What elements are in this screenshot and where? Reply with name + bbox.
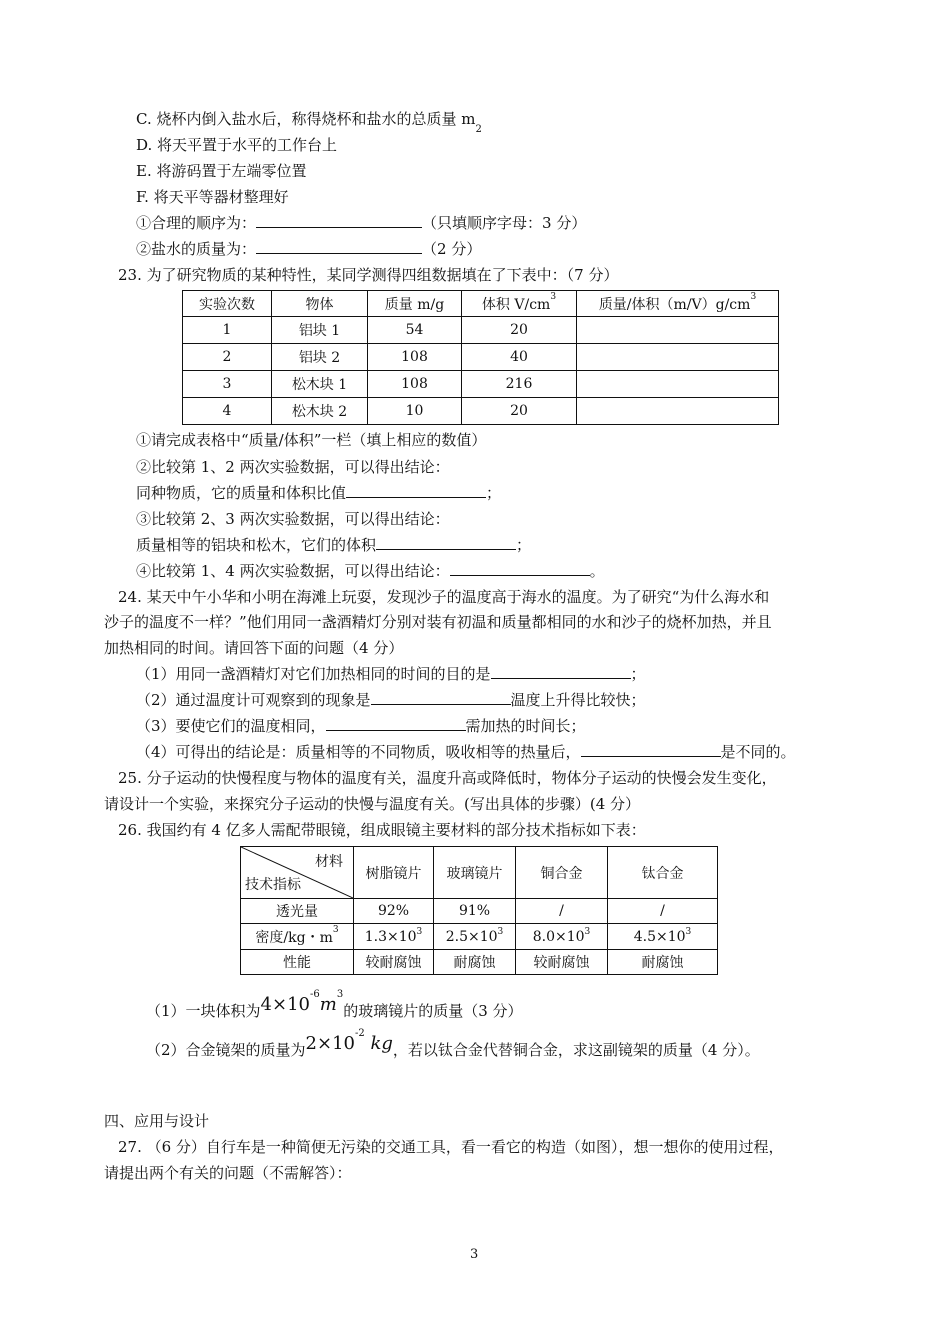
q23-stem: 23. 为了研究物质的某种特性，某同学测得四组数据填在了下表中：（7 分） xyxy=(118,266,619,284)
answer-blank[interactable] xyxy=(371,690,511,705)
section-title: 四、应用与设计 xyxy=(104,1112,210,1130)
q25-stem-line1: 25. 分子运动的快慢程度与物体的温度有关，温度升高或降低时，物体分子运动的快慢会发生变化， xyxy=(118,769,777,787)
q22-answer-2: ②盐水的质量为： （2 分） xyxy=(136,240,482,258)
q23-sub2: ②比较第 1、2 两次实验数据，可以得出结论： xyxy=(136,458,450,476)
table-cell: 松木块 1 xyxy=(272,371,368,398)
table-cell: 108 xyxy=(368,371,462,398)
table-cell: 92% xyxy=(354,899,434,924)
table-cell: $2.5\times 10^3$ xyxy=(434,924,516,950)
q24-part1: （1）用同一盏酒精灯对它们加热相同的时间的目的是 ； xyxy=(136,665,646,683)
answer-blank[interactable] xyxy=(581,742,721,757)
q22-step-e: E. 将游码置于左端零位置 xyxy=(136,162,307,180)
q27-stem-line1: 27. （6 分）自行车是一种简便无污染的交通工具，看一看它的构造（如图），想一想你的使用过程， xyxy=(118,1138,784,1156)
table-cell: 较耐腐蚀 xyxy=(516,950,608,975)
table-answer-cell[interactable] xyxy=(577,317,779,344)
answer-blank[interactable] xyxy=(346,483,486,498)
table-cell: 20 xyxy=(462,317,577,344)
table-cell: 91% xyxy=(434,899,516,924)
answer-blank[interactable] xyxy=(376,535,516,550)
q27-stem-line2: 请提出两个有关的问题（不需解答）： xyxy=(104,1164,352,1182)
table-cell: 耐腐蚀 xyxy=(434,950,516,975)
q22-step-d: D. 将天平置于水平的工作台上 xyxy=(136,136,338,154)
q25-stem-line2: 请设计一个实验，来探究分子运动的快慢与温度有关。(写出具体的步骤）(4 分） xyxy=(104,795,641,813)
math-volume: $4\times 10^{-6}m^3$ xyxy=(260,989,344,1015)
table-cell: 铝块 1 xyxy=(272,317,368,344)
q22-step-c: C. 烧杯内倒入盐水后，称得烧杯和盐水的总质量 $m_2$ xyxy=(136,110,482,135)
table-cell: / xyxy=(608,899,718,924)
table-row-label: 性能 xyxy=(241,950,354,975)
answer-blank[interactable] xyxy=(256,213,422,228)
table-cell: $8.0\times 10^3$ xyxy=(516,924,608,950)
table-cell: 2 xyxy=(183,344,272,371)
table-cell: $4.5\times 10^3$ xyxy=(608,924,718,950)
q26-stem: 26. 我国约有 4 亿多人需配带眼镜，组成眼镜主要材料的部分技术指标如下表： xyxy=(118,821,646,839)
table-header-cell: 玻璃镜片 xyxy=(434,847,516,899)
q24-stem-line3: 加热相同的时间。请回答下面的问题（4 分） xyxy=(104,639,404,657)
table-header-cell: 质量 m/g xyxy=(368,291,462,317)
table-header-cell: 实验次数 xyxy=(183,291,272,317)
answer-blank[interactable] xyxy=(491,664,631,679)
math-mass: $2\times 10^{-2}$ kg xyxy=(305,1028,393,1054)
table-row xyxy=(183,317,779,344)
table-header-row xyxy=(183,291,779,317)
table-cell: $1.3\times 10^3$ xyxy=(354,924,434,950)
diagonal-header-cell xyxy=(241,847,354,899)
table-cell: 108 xyxy=(368,344,462,371)
q23-sub1: ①请完成表格中“质量/体积”一栏（填上相应的数值） xyxy=(136,431,487,449)
table-row xyxy=(183,398,779,425)
table-header-cell: 钛合金 xyxy=(608,847,718,899)
answer-blank[interactable] xyxy=(450,561,590,576)
q23-sub3: ③比较第 2、3 两次实验数据，可以得出结论： xyxy=(136,510,450,528)
table-cell: 铝块 2 xyxy=(272,344,368,371)
q24-part3: （3）要使它们的温度相同， 需加热的时间长； xyxy=(136,717,586,735)
table-cell: 4 xyxy=(183,398,272,425)
table-header-cell: 树脂镜片 xyxy=(354,847,434,899)
table-answer-cell[interactable] xyxy=(577,344,779,371)
table-row xyxy=(241,950,718,975)
q24-stem-line2: 沙子的温度不一样？”他们用同一盏酒精灯分别对装有初温和质量都相同的水和沙子的烧杯加热，并且 xyxy=(104,613,772,631)
q22-answer-1: ①合理的顺序为： （只填顺序字母：3 分） xyxy=(136,214,587,232)
table-cell: 松木块 2 xyxy=(272,398,368,425)
table-cell: / xyxy=(516,899,608,924)
table-cell: 40 xyxy=(462,344,577,371)
q22-step-f: F. 将天平等器材整理好 xyxy=(136,188,289,206)
table-header-cell: 质量/体积$(m/V)g/cm^3$ xyxy=(577,291,779,317)
table-header-cell: 体积 $V/cm^3$ xyxy=(462,291,577,317)
q23-data-table xyxy=(182,290,779,425)
table-cell: 1 xyxy=(183,317,272,344)
table-cell: 10 xyxy=(368,398,462,425)
q24-part4: （4）可得出的结论是：质量相等的不同物质，吸收相等的热量后， 是不同的。 xyxy=(136,743,796,761)
table-row-label: 密度/kg・$m^3$ xyxy=(241,924,354,950)
table-row xyxy=(241,924,718,950)
table-answer-cell[interactable] xyxy=(577,398,779,425)
table-row xyxy=(183,344,779,371)
answer-blank[interactable] xyxy=(256,239,422,254)
table-cell: 20 xyxy=(462,398,577,425)
table-header-cell: 物体 xyxy=(272,291,368,317)
table-cell: 216 xyxy=(462,371,577,398)
q26-part2: （2）合金镜架的质量为$2\times 10^{-2}$ kg，若以钛合金代替铜合金，求这副镜架的质量（4 分）。 xyxy=(146,1028,760,1059)
q23-sub4: ④比较第 1、4 两次实验数据，可以得出结论： 。 xyxy=(136,562,605,580)
q23-sub3-answer: 质量相等的铝块和松木，它们的体积 ； xyxy=(136,536,532,554)
q26-materials-table xyxy=(240,846,718,975)
corner-label-spec: 技术指标 xyxy=(245,877,301,893)
q24-part2: （2）通过温度计可观察到的现象是 温度上升得比较快； xyxy=(136,691,646,709)
q24-stem-line1: 24. 某天中午小华和小明在海滩上玩耍，发现沙子的温度高于海水的温度。为了研究“为什么海水和 xyxy=(118,588,770,606)
page-number: 3 xyxy=(470,1247,479,1262)
corner-label-material: 材料 xyxy=(315,854,343,870)
table-cell: 54 xyxy=(368,317,462,344)
table-answer-cell[interactable] xyxy=(577,371,779,398)
answer-blank[interactable] xyxy=(326,716,466,731)
table-header-row xyxy=(241,847,718,899)
table-row xyxy=(241,899,718,924)
table-cell: 较耐腐蚀 xyxy=(354,950,434,975)
table-row xyxy=(183,371,779,398)
table-cell: 耐腐蚀 xyxy=(608,950,718,975)
table-cell: 3 xyxy=(183,371,272,398)
q26-part1: （1）一块体积为$4\times 10^{-6}m^3$的玻璃镜片的质量（3 分） xyxy=(146,989,523,1020)
table-header-cell: 铜合金 xyxy=(516,847,608,899)
q23-sub2-answer: 同种物质，它的质量和体积比值 ； xyxy=(136,484,502,502)
table-row-label: 透光量 xyxy=(241,899,354,924)
